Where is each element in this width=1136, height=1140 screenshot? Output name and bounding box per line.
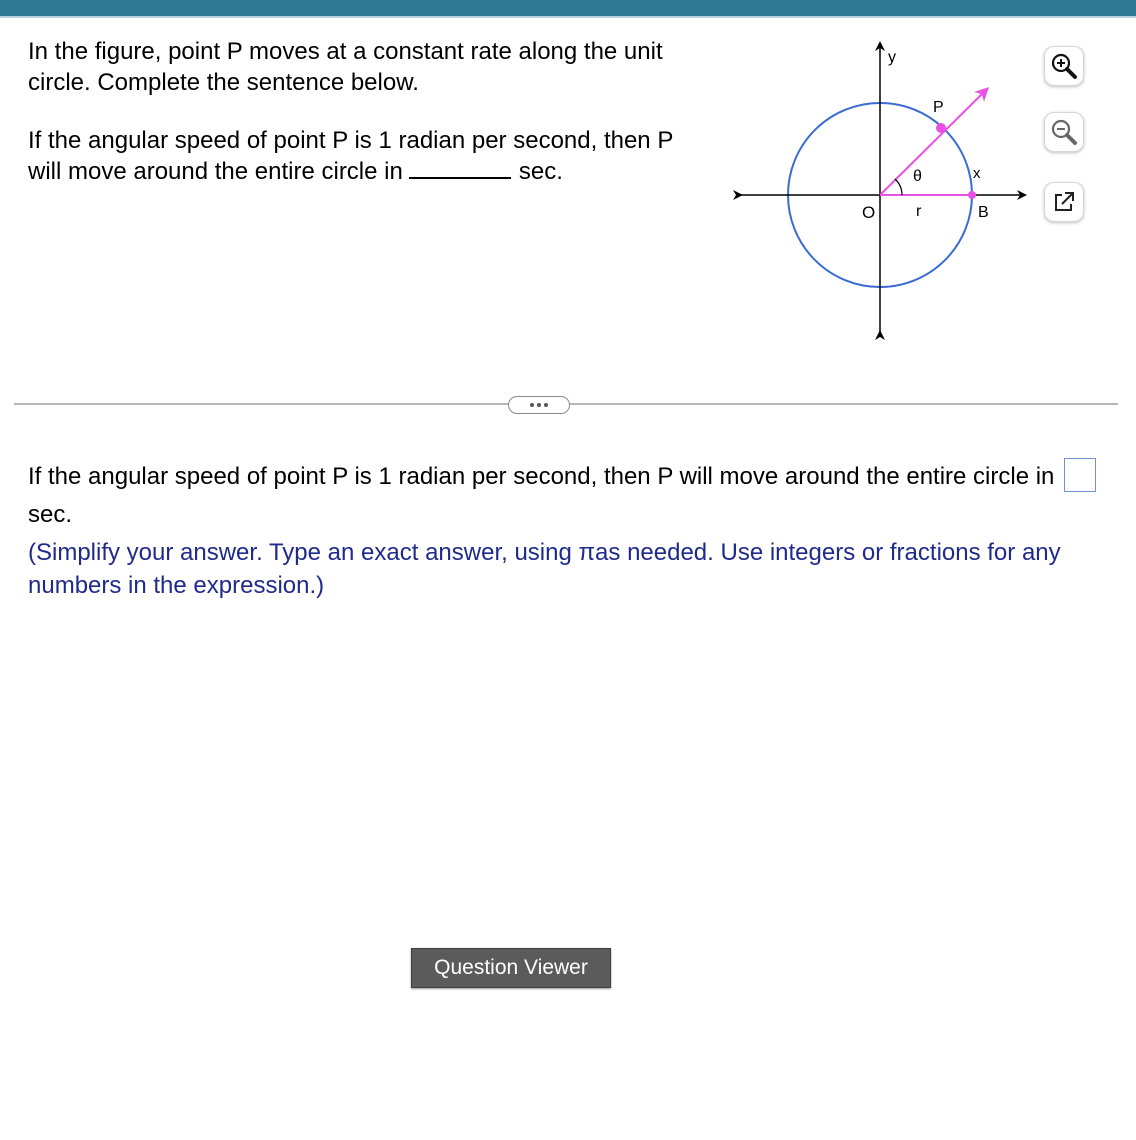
point-b [968, 191, 976, 199]
label-r: r [916, 203, 922, 220]
popout-button[interactable] [1044, 182, 1084, 222]
answer-instructions: (Simplify your answer. Type an exact answer, using πas needed. Use integers or fractions for any numbers in the expression.) [28, 539, 1061, 599]
stem-blank [409, 157, 511, 179]
unit-circle-graph [730, 40, 1040, 340]
stem-sentence-end: sec. [518, 158, 563, 185]
top-bar [0, 0, 1136, 18]
prompt-text: If the angular speed of point P is 1 radian per second, then P will move around the entire circle in [28, 463, 1055, 490]
label-x: x [973, 165, 981, 182]
zoom-out-icon [1050, 118, 1078, 146]
stem-intro: In the figure, point P moves at a constant rate along the unit circle. Complete the sentence below. [28, 38, 663, 96]
point-p [936, 123, 946, 133]
zoom-in-button[interactable] [1044, 46, 1084, 86]
ellipsis-dot-icon [544, 403, 548, 407]
theta-arc [895, 179, 902, 195]
answer-input[interactable] [1064, 458, 1096, 492]
stem-sentence [28, 125, 688, 187]
label-b: B [978, 204, 989, 221]
label-y: y [888, 49, 896, 66]
question-stem [28, 36, 688, 214]
unit-circle-figure [730, 40, 1040, 340]
label-p: P [933, 99, 944, 116]
label-o: O [862, 203, 876, 222]
ellipsis-dot-icon [530, 403, 534, 407]
zoom-out-button[interactable] [1044, 112, 1084, 152]
ellipsis-dot-icon [537, 403, 541, 407]
zoom-in-icon [1050, 52, 1078, 80]
question-viewer-button[interactable]: Question Viewer [411, 948, 611, 988]
prompt-unit: sec. [28, 501, 73, 528]
answer-prompt [28, 458, 1118, 534]
expand-more-button[interactable] [508, 396, 570, 414]
label-theta: θ [913, 168, 922, 185]
stem-sentence-text: If the angular speed of point P is 1 radian per second, then P will move around the entire circle in [28, 127, 673, 185]
popout-icon [1052, 190, 1076, 214]
